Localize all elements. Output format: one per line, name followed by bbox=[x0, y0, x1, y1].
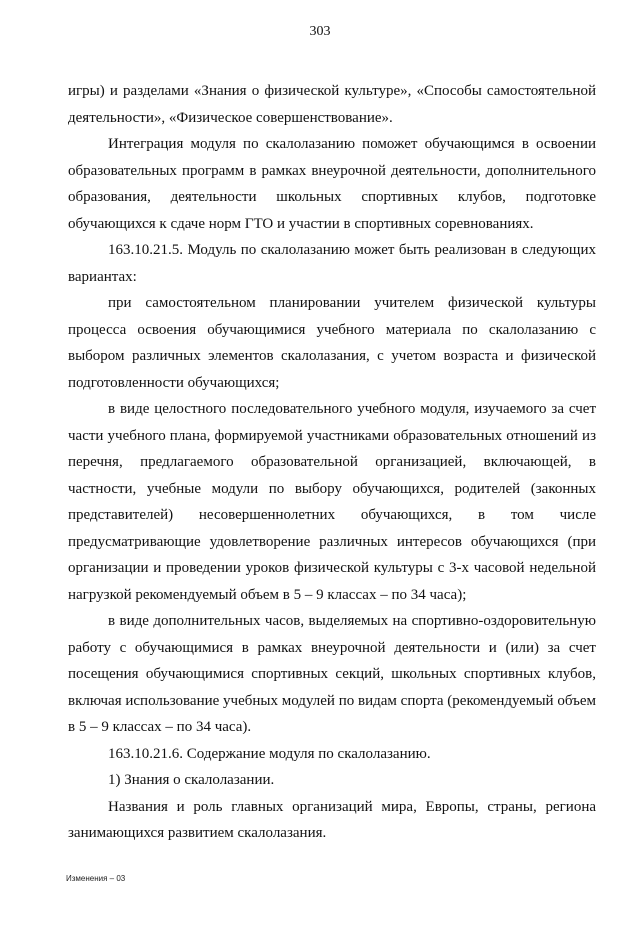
paragraph-4: при самостоятельном планировании учителем физической культуры процесса освоения обучающимися учебного материала по скалолазанию с выбором различных элементов скалолазания, с учетом возраста и физической подготовленности обучающихся; bbox=[68, 295, 596, 391]
paragraph-5: в виде целостного последовательного учебного модуля, изучаемого за счет части учебного плана, формируемой участниками образовательных отношений из перечня, предлагаемого образовательной организацией, включающей, в частности, учебные модули по выбору обучающихся, родителей (законных представителей) несовершеннолетних обучающихся, в том числе предусматривающие удовлетворение различных интересов обучающихся (при организации и проведении уроков физической культуры с 3-х часовой недельной нагрузкой рекомендуемый объем в 5 – 9 классах – по 34 часа); bbox=[68, 401, 596, 603]
page-footer: Изменения – 03 bbox=[66, 874, 126, 883]
paragraph-8: 1) Знания о скалолазании. bbox=[108, 772, 275, 788]
paragraph-9: Названия и роль главных организаций мира, Европы, страны, региона занимающихся развитием скалолазания. bbox=[68, 798, 596, 841]
paragraph-1: игры) и разделами «Знания о физической культуре», «Способы самостоятельной деятельности», «Физическое совершенствование». bbox=[68, 83, 596, 126]
paragraph-6: в виде дополнительных часов, выделяемых на спортивно-оздоровительную работу с обучающимися в рамках внеурочной деятельности и (или) за счет посещения обучающимися спортивных секций, школьных спортивных клубов, включая использование учебных модулей по видам спорта (рекомендуемый объем в 5 – 9 классах – по 34 часа). bbox=[68, 613, 596, 735]
paragraph-3: 163.10.21.5. Модуль по скалолазанию может быть реализован в следующих вариантах: bbox=[68, 242, 596, 285]
page-number: 303 bbox=[309, 24, 331, 39]
document-body bbox=[68, 78, 596, 847]
paragraph-7: 163.10.21.6. Содержание модуля по скалолазанию. bbox=[108, 745, 431, 762]
paragraph-2: Интеграция модуля по скалолазанию поможет обучающимся в освоении образовательных программ в рамках внеурочной деятельности, дополнительного образования, деятельности школьных спортивных клубов, подготовке обучающихся к сдаче норм ГТО и участии в спортивных соревнованиях. bbox=[68, 136, 596, 232]
